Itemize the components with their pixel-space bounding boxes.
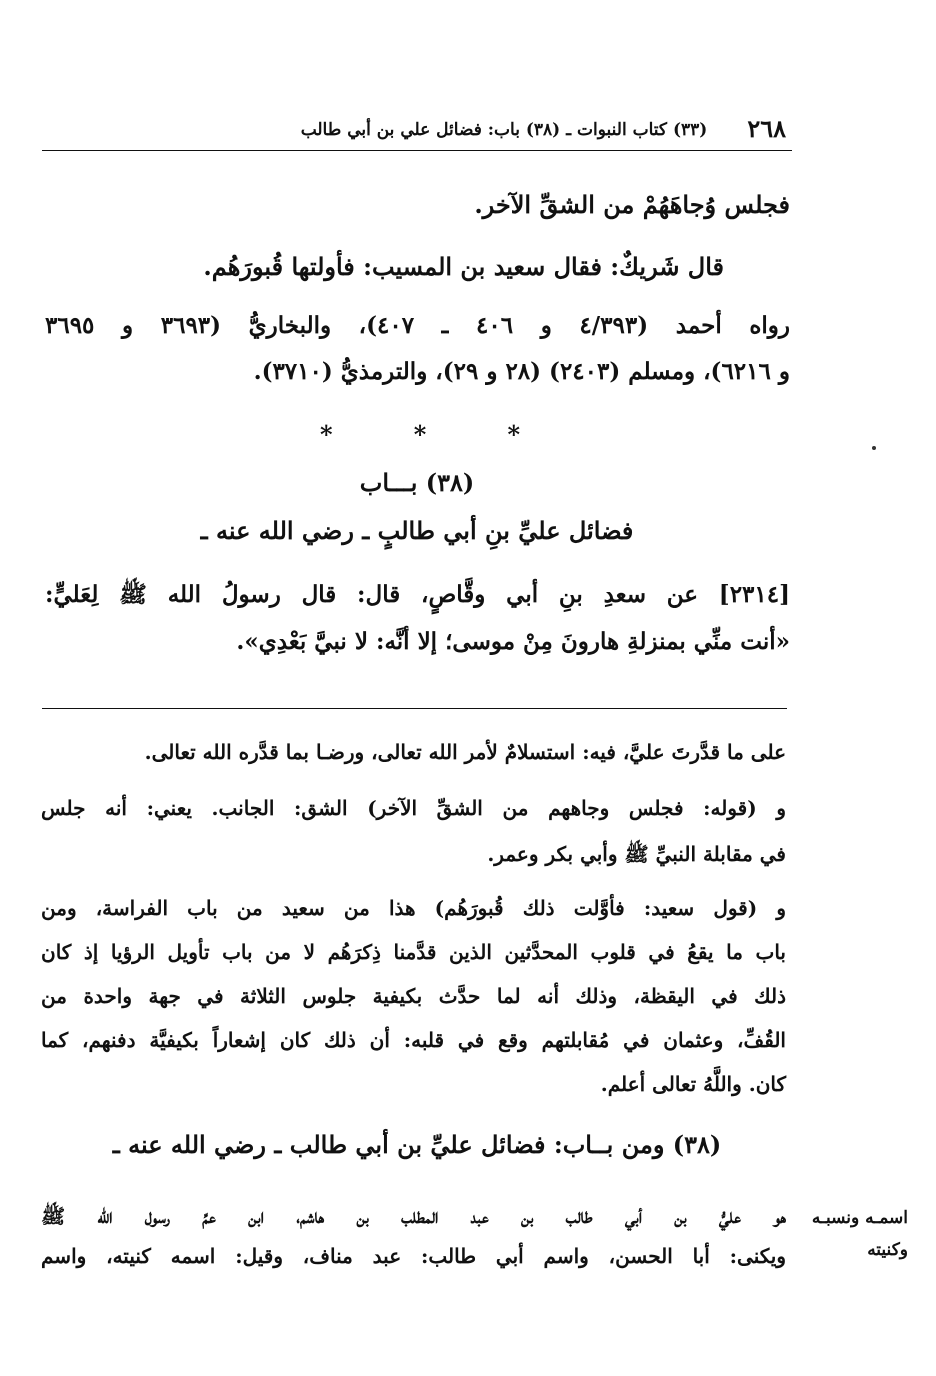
hadith-line-1: [٢٣١٤] عن سعدِ بنِ أبي وقَّاصٍ، قال: قال رسولُ الله ﷺ لِعَليٍّ: xyxy=(45,581,790,608)
commentary-line-5: باب ما يقعُ في قلوب المحدَّثين الذين قدَّمنا ذِكرَهُم لا من باب تأويل الرؤيا إذ كان xyxy=(41,940,786,964)
side-note-line-2: وكنيته xyxy=(867,1240,908,1260)
commentary-line-6: ذلك في اليقظة، وذلك أنه لما حدَّث بكيفية جلوس الثلاثة في جهة واحدة من xyxy=(41,984,786,1008)
commentary-line-8: كان. واللَّهُ تعالى أعلم. xyxy=(600,1072,786,1096)
section-heading: (٣٨) ومن بــاب: فضائل عليِّ بن أبي طالب ـ رضي الله عنه ـ xyxy=(112,1130,722,1159)
side-note-line-1: اسمـه ونسبـه xyxy=(811,1208,908,1228)
header-rule xyxy=(42,150,792,151)
stray-mark xyxy=(872,446,876,450)
star-2: * xyxy=(413,420,427,449)
main-text-line-2: قال شَريكٌ: فقال سعيد بن المسيب: فأولتها قُبورَهُم. xyxy=(203,252,724,281)
commentary-line-7: القُفِّ، وعثمان في مُقابلتهم وقع في قلبه: أن ذلك كان إشعاراً بكيفيَّة دفنهم، كما xyxy=(41,1028,786,1052)
commentary-line-3: في مقابلة النبيِّ ﷺ وأبي بكر وعمر. xyxy=(487,842,786,866)
star-separator xyxy=(320,420,520,449)
star-3: * xyxy=(507,420,520,449)
page-number: ٢٦٨ xyxy=(747,114,786,143)
star-1: * xyxy=(320,420,333,449)
main-text-line-4: و ٦٢١٦)، ومسلم (٢٤٠٣) (٢٨ و ٢٩)، والترمذيُّ (٣٧١٠). xyxy=(253,358,790,385)
biography-line-2: ويكنى: أبا الحسن، واسم أبي طالب: عبد مناف، وقيل: اسمه كنيته، واسم xyxy=(41,1244,786,1268)
chapter-title: فضائل عليِّ بنِ أبي طالبٍ ـ رضي الله عنه ـ xyxy=(200,516,634,545)
main-text-line-3: رواه أحمد (٤/٣٩٣ و ٤٠٦ ـ ٤٠٧)، والبخاريُّ (٣٦٩٣ و ٣٦٩٥ xyxy=(45,312,790,339)
running-title: (٣٣) كتاب النبوات ـ (٣٨) باب: فضائل علي بن أبي طالب xyxy=(300,120,708,140)
footnote-rule xyxy=(42,708,787,709)
main-text-line-1: فجلس وُجاهَهُمْ من الشقِّ الآخر. xyxy=(474,190,790,219)
commentary-line-4: و (قول سعيد: فأوَّلت ذلك قُبورَهُم) هذا من سعيد من باب الفراسة، ومن xyxy=(41,896,786,920)
commentary-line-2: و (قوله: فجلس وجاههم من الشقِّ الآخر) الشق: الجانب. يعني: أنه جلس xyxy=(41,796,786,820)
commentary-line-1: على ما قدَّرتَ عليَّ، فيه: استسلامٌ لأمر الله تعالى، ورضـا بما قدَّره الله تعالى. xyxy=(144,740,786,764)
biography-line-1: هو عليُّ بن أبي طالب بن عبد المطلب بن هاشم، ابن عمِّ رسول الله ﷺ xyxy=(41,1204,786,1228)
chapter-number: (٣٨) بـــاب xyxy=(359,468,475,497)
hadith-line-2: «أنت منِّي بمنزلةِ هارونَ مِنْ موسى؛ إلا أنَّه: لا نبيَّ بَعْدِي». xyxy=(236,628,790,655)
